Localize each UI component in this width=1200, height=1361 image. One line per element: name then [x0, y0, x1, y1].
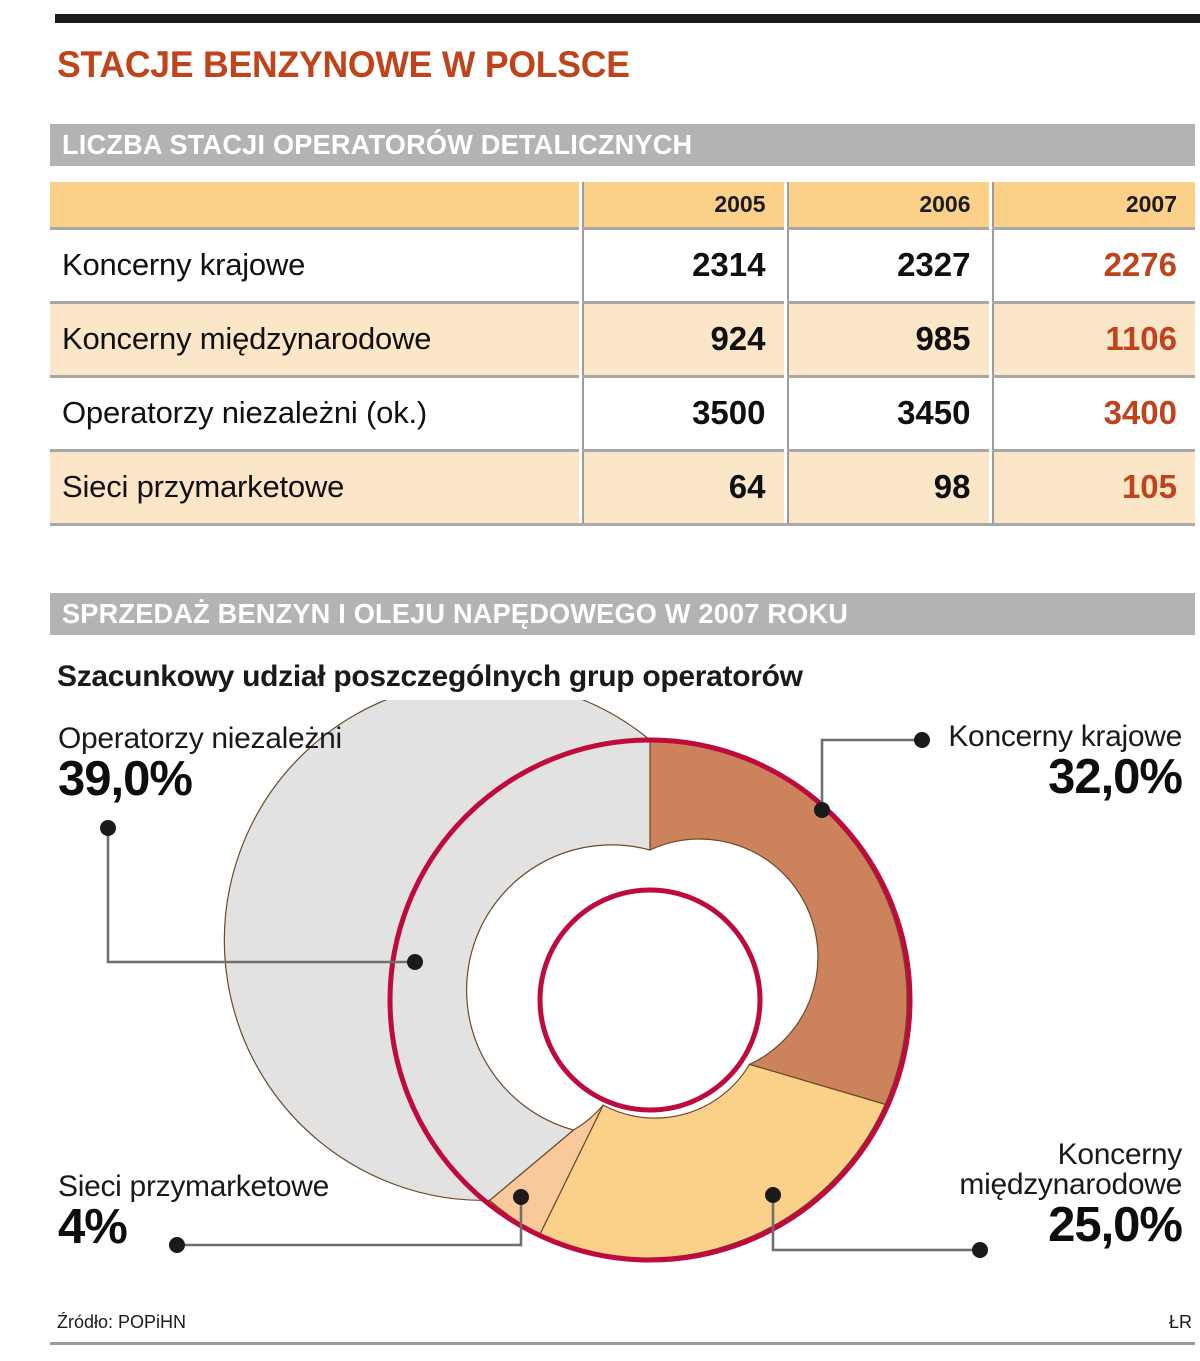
cell-operatorzy-niezalezni-2006: 3450 — [785, 376, 990, 450]
callout-operatorzy-niezalezni — [58, 724, 342, 805]
cell-koncerny-miedzynarodowe-2005: 924 — [580, 302, 785, 376]
leader-line-krajowe — [822, 740, 922, 810]
cell-koncerny-miedzynarodowe-2006: 985 — [785, 302, 990, 376]
source-note: Źródło: POPiHN — [57, 1312, 187, 1332]
callout-krajowe-name: Koncerny krajowe — [948, 720, 1182, 753]
cell-operatorzy-niezalezni-2007: 3400 — [990, 376, 1195, 450]
slice-koncerny-krajowe[interactable] — [650, 740, 907, 1104]
table-header-row — [50, 182, 1195, 228]
page-title: STACJE BENZYNOWE W POLSCE — [57, 44, 630, 85]
leader-dot-krajowe-slice — [814, 802, 830, 818]
callout-sieci-value: 4% — [58, 1200, 127, 1254]
callout-koncerny-miedzynarodowe — [959, 1140, 1182, 1251]
leader-dot-niezalezni-label — [100, 820, 116, 836]
cell-koncerny-krajowe-2006: 2327 — [785, 228, 990, 302]
leader-dot-sieci-slice — [513, 1189, 529, 1205]
table-header-2007: 2007 — [990, 182, 1195, 228]
section-header-stations — [50, 124, 1195, 166]
callout-sieci-name: Sieci przymarketowe — [58, 1170, 330, 1203]
cell-koncerny-krajowe-2005: 2314 — [580, 228, 785, 302]
callout-krajowe-value: 32,0% — [1048, 750, 1182, 804]
table-header-blank — [50, 182, 580, 228]
stations-table — [50, 182, 1195, 526]
callout-niezalezni-name: Operatorzy niezależni — [58, 722, 342, 755]
table-header-2006: 2006 — [785, 182, 990, 228]
callout-koncerny-krajowe — [948, 722, 1182, 803]
donut-inner-outline — [540, 890, 760, 1110]
row-label-koncerny-krajowe: Koncerny krajowe — [50, 228, 580, 302]
chart-subtitle: Szacunkowy udział poszczególnych grup operatorów — [57, 660, 803, 693]
top-divider-rule — [55, 14, 1200, 23]
leader-dot-miedzynarodowe-slice — [765, 1187, 781, 1203]
cell-sieci-przymarketowe-2006: 98 — [785, 450, 990, 524]
table-row — [50, 450, 1195, 524]
callout-miedzynarodowe-name-line2: międzynarodowe — [959, 1168, 1182, 1201]
leader-dot-krajowe-label — [914, 732, 930, 748]
callout-sieci-przymarketowe — [58, 1172, 329, 1253]
table-row — [50, 228, 1195, 302]
cell-operatorzy-niezalezni-2005: 3500 — [580, 376, 785, 450]
callout-miedzynarodowe-name-line1: Koncerny — [1057, 1138, 1182, 1171]
cell-koncerny-miedzynarodowe-2007: 1106 — [990, 302, 1195, 376]
bottom-divider-rule — [50, 1342, 1195, 1345]
cell-koncerny-krajowe-2007: 2276 — [990, 228, 1195, 302]
leader-dot-niezalezni-slice — [407, 954, 423, 970]
cell-sieci-przymarketowe-2007: 105 — [990, 450, 1195, 524]
row-label-koncerny-miedzynarodowe: Koncerny międzynarodowe — [50, 302, 580, 376]
row-label-operatorzy-niezalezni: Operatorzy niezależni (ok.) — [50, 376, 580, 450]
callout-niezalezni-value: 39,0% — [58, 752, 192, 806]
row-label-sieci-przymarketowe: Sieci przymarketowe — [50, 450, 580, 524]
callout-miedzynarodowe-value: 25,0% — [1048, 1198, 1182, 1252]
cell-sieci-przymarketowe-2005: 64 — [580, 450, 785, 524]
donut-chart-area — [0, 700, 1200, 1300]
table-row — [50, 376, 1195, 450]
table-row — [50, 302, 1195, 376]
table-header-2005: 2005 — [580, 182, 785, 228]
author-credit: ŁR — [1168, 1312, 1192, 1332]
section-header-stations-label: LICZBA STACJI OPERATORÓW DETALICZNYCH — [62, 129, 693, 160]
section-header-sales — [50, 593, 1195, 635]
section-header-sales-label: SPRZEDAŻ BENZYN I OLEJU NAPĘDOWEGO W 2007 ROKU — [62, 598, 849, 629]
